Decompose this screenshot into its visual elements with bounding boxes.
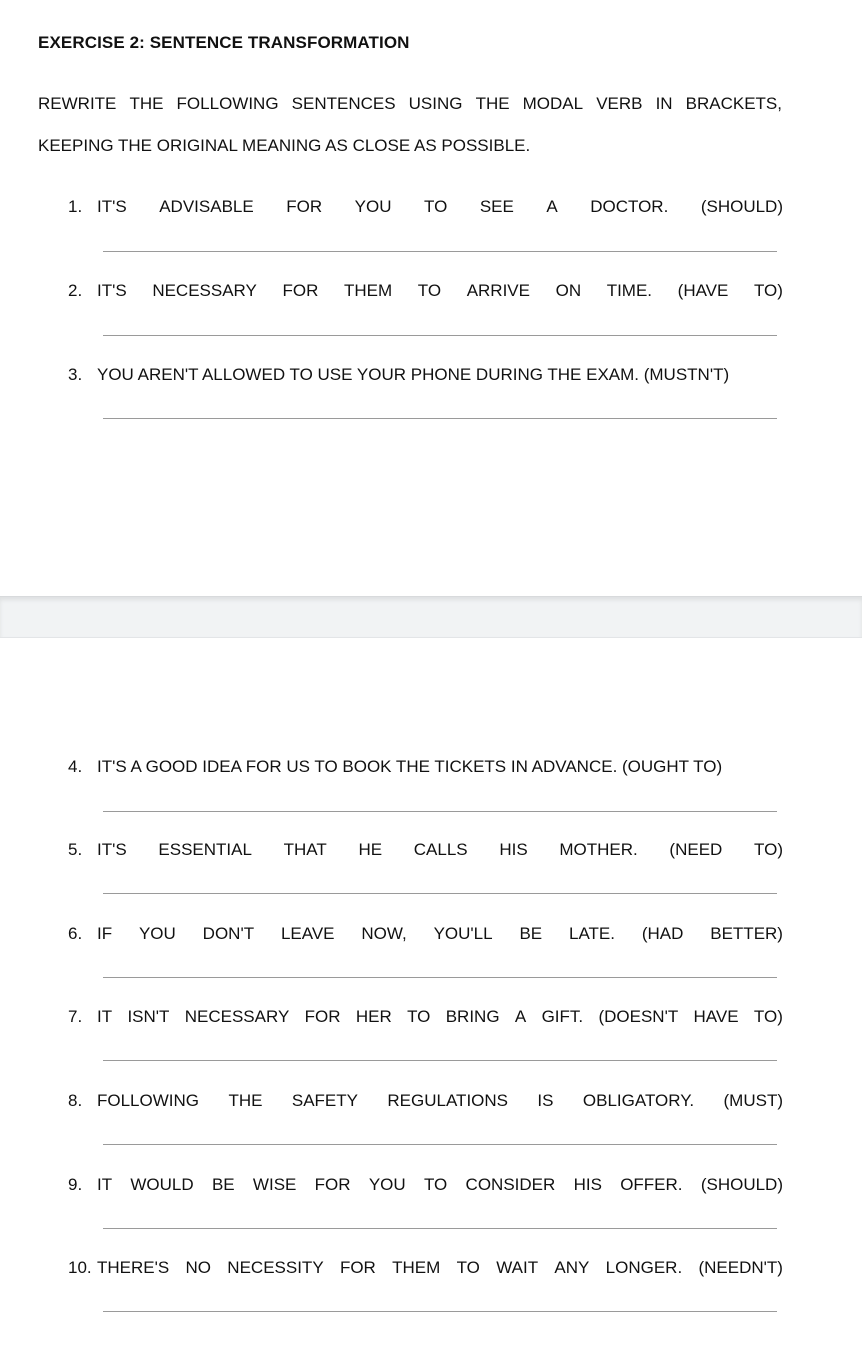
word: NOW, [361, 924, 407, 943]
word: IT [97, 1175, 113, 1194]
word: A [514, 1007, 527, 1026]
word: YOU [354, 197, 392, 216]
word: (NEED [669, 840, 723, 859]
item-sentence [97, 840, 783, 860]
item-sentence: IT'S A GOOD IDEA FOR US TO BOOK THE TICKETS IN ADVANCE. (OUGHT TO) [97, 757, 723, 776]
page-break [0, 596, 862, 638]
word: IT'S [97, 840, 127, 859]
word: YOU'LL [433, 924, 493, 943]
word: BE [519, 924, 543, 943]
word: IT'S [97, 281, 127, 300]
word: A [546, 197, 558, 216]
item-number: 9. [68, 1175, 83, 1194]
word: TIME. [606, 281, 653, 300]
word: HAVE [693, 1007, 739, 1026]
exercise-item-9 [68, 1175, 783, 1197]
word: MODAL [522, 94, 584, 113]
answer-line-4[interactable] [103, 811, 777, 812]
word: ARRIVE [466, 281, 530, 300]
item-number: 4. [68, 757, 83, 776]
word: (SHOULD) [700, 197, 783, 216]
word: DON'T [202, 924, 255, 943]
answer-line-10[interactable] [103, 1311, 777, 1312]
exercise-item-2 [68, 281, 783, 303]
word: BRACKETS, [685, 94, 782, 113]
word: IS [537, 1091, 554, 1110]
word: BRING [445, 1007, 500, 1026]
word: ESSENTIAL [158, 840, 252, 859]
item-sentence [97, 924, 783, 944]
word: BETTER) [710, 924, 783, 943]
item-sentence: YOU AREN'T ALLOWED TO USE YOUR PHONE DURING THE EXAM. (MUSTN'T) [97, 365, 730, 384]
item-sentence [97, 1258, 783, 1278]
word: DOCTOR. [590, 197, 669, 216]
answer-line-2[interactable] [103, 335, 777, 336]
word: TO) [753, 281, 783, 300]
item-sentence [97, 281, 783, 301]
instructions-line-1 [38, 94, 782, 114]
word: FOLLOWING [176, 94, 279, 113]
answer-line-6[interactable] [103, 977, 777, 978]
word: FOR [314, 1175, 351, 1194]
word: IN [655, 94, 673, 113]
word: VERB [596, 94, 643, 113]
word: ADVISABLE [159, 197, 254, 216]
item-number: 7. [68, 1007, 83, 1026]
item-number: 6. [68, 924, 83, 943]
word: HIS [573, 1175, 602, 1194]
word: (HAVE [677, 281, 729, 300]
word: TO [456, 1258, 480, 1277]
word: NECESSARY [152, 281, 257, 300]
word: HIS [499, 840, 528, 859]
item-number: 10. [68, 1258, 92, 1277]
word: THE [228, 1091, 263, 1110]
word: THE [475, 94, 510, 113]
word: THEM [392, 1258, 441, 1277]
word: WISE [252, 1175, 297, 1194]
word: IF [97, 924, 113, 943]
word: FOR [339, 1258, 376, 1277]
word: TO [424, 197, 448, 216]
word: OBLIGATORY. [582, 1091, 695, 1110]
word: IT'S [97, 197, 127, 216]
word: WOULD [130, 1175, 194, 1194]
item-number: 1. [68, 197, 83, 216]
word: USING [408, 94, 463, 113]
exercise-item-8 [68, 1091, 783, 1113]
exercise-item-7 [68, 1007, 783, 1029]
word: SENTENCES [291, 94, 396, 113]
word: FOR [304, 1007, 341, 1026]
word: (SHOULD) [700, 1175, 783, 1194]
exercise-item-6 [68, 924, 783, 946]
word: TO) [753, 1007, 783, 1026]
item-sentence [97, 1175, 783, 1195]
word: NECESSARY [184, 1007, 290, 1026]
word: SEE [479, 197, 514, 216]
item-number: 8. [68, 1091, 83, 1110]
item-number: 2. [68, 281, 83, 300]
word: TO [423, 1175, 448, 1194]
word: HE [358, 840, 383, 859]
exercise-item-3 [68, 365, 783, 387]
word: THE [129, 94, 164, 113]
word: CONSIDER [465, 1175, 556, 1194]
word: TO [417, 281, 442, 300]
word: WAIT [496, 1258, 539, 1277]
exercise-item-5 [68, 840, 783, 862]
word: THAT [283, 840, 327, 859]
word: LEAVE [280, 924, 335, 943]
item-sentence [97, 1007, 783, 1027]
exercise-item-4 [68, 757, 783, 779]
answer-line-1[interactable] [103, 251, 777, 252]
word: BE [211, 1175, 235, 1194]
word: LATE. [568, 924, 615, 943]
item-sentence [97, 197, 783, 217]
word: NO [185, 1258, 211, 1277]
word: ON [555, 281, 582, 300]
word: (NEEDN'T) [698, 1258, 783, 1277]
word: GIFT. [541, 1007, 584, 1026]
word: OFFER. [620, 1175, 683, 1194]
exercise-item-10 [68, 1258, 783, 1280]
word: MOTHER. [559, 840, 638, 859]
word: REGULATIONS [387, 1091, 508, 1110]
word: HER [355, 1007, 392, 1026]
answer-line-8[interactable] [103, 1144, 777, 1145]
word: IT [97, 1007, 113, 1026]
word: (HAD [641, 924, 684, 943]
word: ANY [554, 1258, 590, 1277]
exercise-title: EXERCISE 2: SENTENCE TRANSFORMATION [38, 33, 410, 52]
answer-line-9[interactable] [103, 1228, 777, 1229]
word: FOR [286, 197, 323, 216]
word: REWRITE [38, 94, 117, 113]
word: TO [407, 1007, 431, 1026]
word: THEM [343, 281, 393, 300]
item-number: 3. [68, 365, 83, 384]
word: YOU [368, 1175, 406, 1194]
word: (MUST) [723, 1091, 783, 1110]
answer-line-3[interactable] [103, 418, 777, 419]
word: YOU [138, 924, 176, 943]
instructions-line-2: KEEPING THE ORIGINAL MEANING AS CLOSE AS POSSIBLE. [38, 136, 531, 155]
word: (DOESN'T [598, 1007, 679, 1026]
word: NECESSITY [227, 1258, 324, 1277]
word: THERE'S [97, 1258, 170, 1277]
word: TO) [754, 840, 783, 859]
word: CALLS [413, 840, 468, 859]
word: SAFETY [291, 1091, 358, 1110]
item-sentence [97, 1091, 783, 1111]
word: ISN'T [127, 1007, 170, 1026]
word: LONGER. [605, 1258, 683, 1277]
word: FOR [282, 281, 319, 300]
exercise-item-1 [68, 197, 783, 219]
answer-line-5[interactable] [103, 893, 777, 894]
answer-line-7[interactable] [103, 1060, 777, 1061]
word: FOLLOWING [97, 1091, 200, 1110]
item-number: 5. [68, 840, 83, 859]
